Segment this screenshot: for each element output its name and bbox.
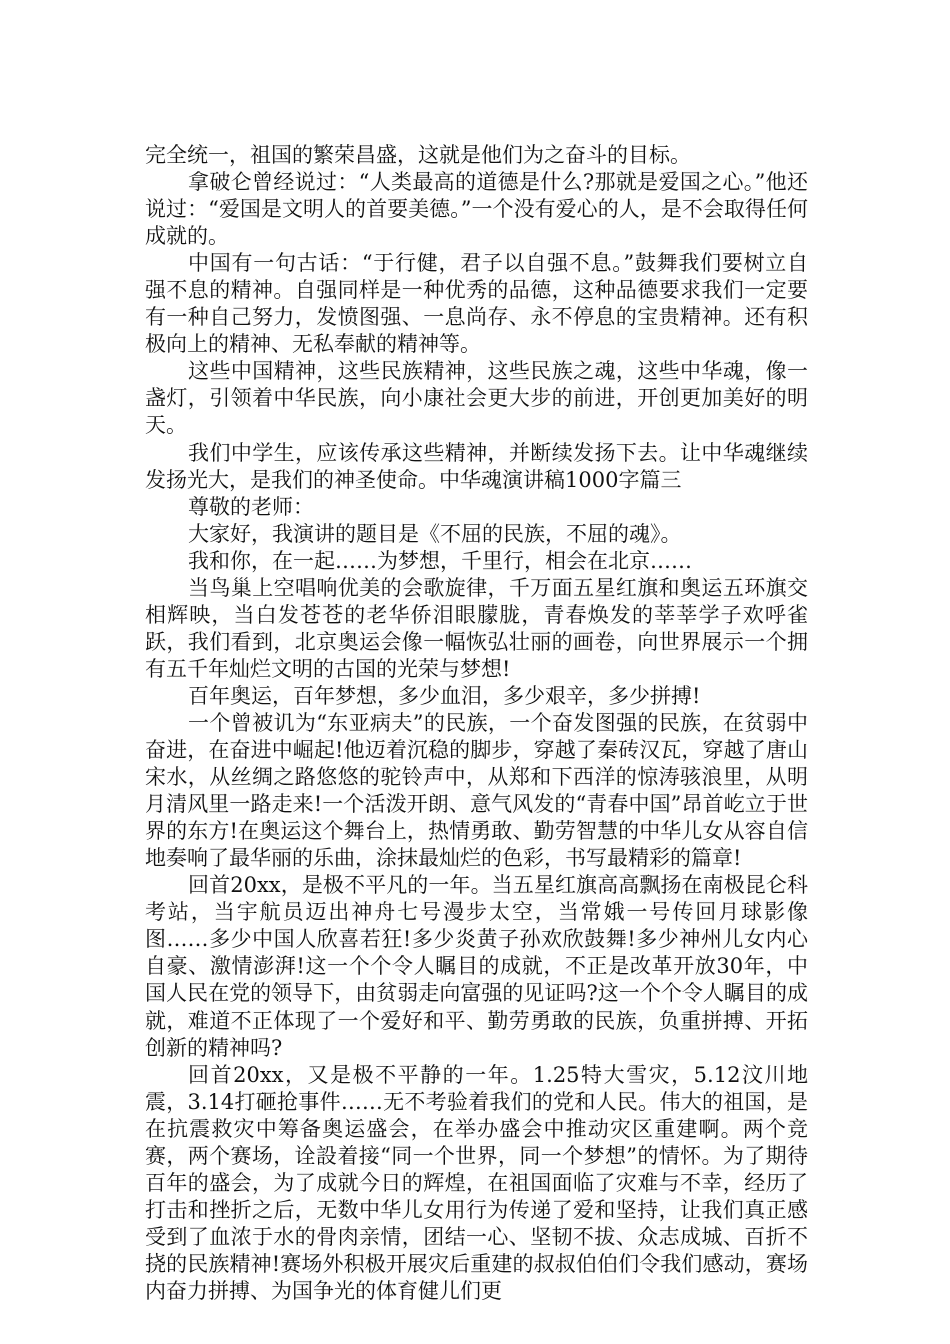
paragraph-5: 我们中学生，应该传承这些精神，并断续发扬下去。让中华魂继续发扬光大，是我们的神圣使命。中华魂演讲稿1000字篇三: [145, 440, 808, 492]
paragraph-2: 拿破仑曾经说过：“人类最高的道德是什么?那就是爱国之心。”他还说过：“爱国是文明人的首要美德。”一个没有爱心的人，是不会取得任何成就的。: [145, 170, 808, 249]
paragraph-7: 大家好，我演讲的题目是《不屈的民族，不屈的魂》。: [188, 521, 682, 546]
paragraph-1: 完全统一，祖国的繁荣昌盛，这就是他们为之奋斗的目标。: [145, 143, 691, 167]
paragraph-3: 中国有一句古话：“于行健，君子以自强不息。”鼓舞我们要树立自强不息的精神。自强同样是一种优秀的品德，这种品德要求我们一定要有一种自己努力，发愤图强、一息尚存、永不停息的宝贵精神。还有积极向上的精神、无私奉献的精神等。: [145, 251, 808, 357]
document-body: [145, 142, 808, 1305]
paragraph-8: 我和你，在一起……为梦想，千里行，相会在北京……: [188, 548, 693, 573]
paragraph-12: 回首20xx，是极不平凡的一年。当五星红旗高高飘扬在南极昆仑科考站，当宇航员迈出神舟七号漫步太空，当常娥一号传回月球影像图……多少中国人欣喜若狂!多少炎黄子孙欢欣鼓舞!多少神州儿女内心自豪、激情澎湃!这一个个令人瞩目的成就，不正是改革开放30年，中国人民在党的领导下，由贫弱走向富强的见证吗?这一个个令人瞩目的成就，难道不正体现了一个爱好和平、勤劳勇敢的民族，负重拼搏、开拓创新的精神吗?: [145, 873, 808, 1060]
paragraph-11: 一个曾被讥为“东亚病夫”的民族，一个奋发图强的民族，在贫弱中奋进，在奋进中崛起!他迈着沉稳的脚步，穿越了秦砖汉瓦，穿越了唐山宋水，从丝绸之路悠悠的驼铃声中，从郑和下西洋的惊涛骇浪里，从明月清风里一路走来!一个活泼开朗、意气风发的“青春中国”昂首屹立于世界的东方!在奥运这个舞台上，热情勇敢、勤劳智慧的中华儿女从容自信地奏响了最华丽的乐曲，涂抹最灿烂的色彩，书写最精彩的篇章!: [145, 710, 808, 871]
paragraph-10: 百年奥运，百年梦想，多少血泪，多少艰辛，多少拼搏!: [188, 683, 701, 708]
paragraph-6: 尊敬的老师：: [188, 494, 315, 519]
paragraph-9: 当鸟巢上空唱响优美的会歌旋律，千万面五星红旗和奥运五环旗交相辉映，当白发苍苍的老华侨泪眼朦胧，青春焕发的莘莘学子欢呼雀跃，我们看到，北京奥运会像一幅恢弘壮丽的画卷，向世界展示一个拥有五千年灿烂文明的古国的光荣与梦想!: [145, 575, 808, 681]
paragraph-13: 回首20xx，又是极不平静的一年。1.25特大雪灾，5.12汶川地震，3.14打砸抢事件……无不考验着我们的党和人民。伟大的祖国，是在抗震救灾中筹备奥运盛会，在举办盛会中推动灾区重建啊。两个竞赛，两个赛场，诠設着接“同一个世界，同一个梦想”的情怀。为了期待百年的盛会，为了成就今日的辉煌，在祖国面临了灾难与不幸，经历了打击和挫折之后，无数中华儿女用行为传递了爱和坚持，让我们真正感受到了血浓于水的骨肉亲情，团结一心、坚韧不拔、众志成城、百折不挠的民族精神!赛场外积极开展灾后重建的叔叔伯伯们令我们感动，赛场内奋力拼搏、为国争光的体育健儿们更: [145, 1062, 808, 1303]
paragraph-4: 这些中国精神，这些民族精神，这些民族之魂，这些中华魂，像一盏灯，引领着中华民族，向小康社会更大步的前进，开创更加美好的明天。: [145, 359, 808, 438]
